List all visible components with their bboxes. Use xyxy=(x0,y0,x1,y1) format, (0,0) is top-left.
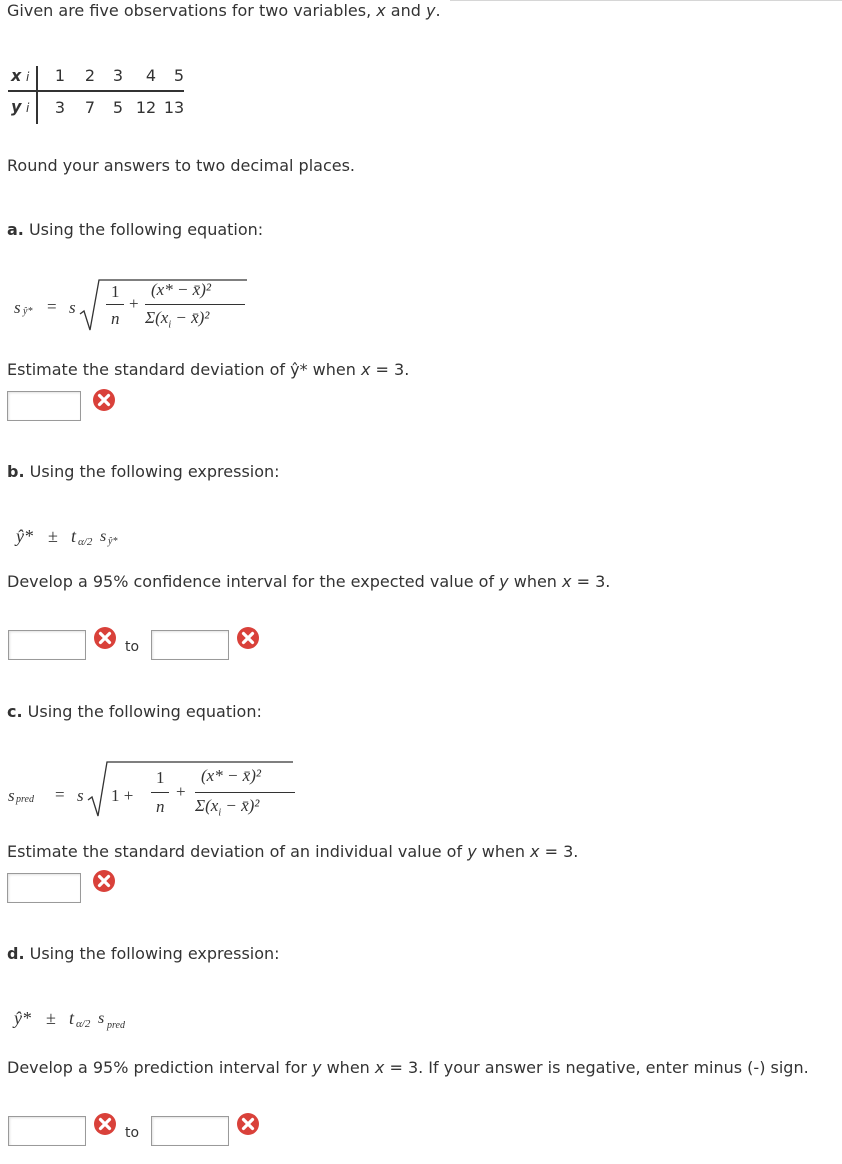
part-c-answer-input[interactable] xyxy=(7,873,81,903)
y-values-row xyxy=(42,98,188,120)
x-value-cell: 2 xyxy=(84,66,96,85)
denominator-a: $\Sigma(x_i$ − x̄)² xyxy=(145,308,210,331)
incorrect-icon xyxy=(92,869,116,893)
y-row-label: y i xyxy=(11,97,30,116)
part-b-question: Develop a 95% confidence interval for the expected value of y when x = 3. xyxy=(7,572,611,591)
data-table xyxy=(8,66,188,124)
part-b-heading: b. Using the following expression: xyxy=(7,462,280,481)
y-value-cell: 3 xyxy=(54,98,66,117)
frac-bar-c1 xyxy=(151,792,169,793)
x-value-cell: 4 xyxy=(145,66,157,85)
formula-c: s pred = s 1 + 1 n + (x* − x̄)² $\Sigma(x_i$ − x̄)² xyxy=(8,756,298,822)
frac-bar-c2 xyxy=(195,792,295,793)
denominator-c: $\Sigma(x_i$ − x̄)² xyxy=(195,796,260,819)
expression-b: ŷ* ± t α/2 s ŷ* xyxy=(16,526,118,548)
y-value-cell: 5 xyxy=(112,98,124,117)
top-divider xyxy=(450,0,842,1)
part-a-heading: a. Using the following equation: xyxy=(7,220,264,239)
formula-a: s ŷ* = s 1 n + (x* − x̄)² $\Sigma(x_i$ − x̄)² xyxy=(8,272,248,338)
expression-d: ŷ* ± t α/2 s pred xyxy=(14,1008,125,1031)
part-a-question: Estimate the standard deviation of ŷ* when x = 3. xyxy=(7,360,410,379)
frac-bar-a2 xyxy=(145,304,245,305)
to-label: to xyxy=(125,639,140,655)
instructions: Round your answers to two decimal places. xyxy=(7,156,355,175)
x-value-cell: 5 xyxy=(173,66,185,85)
y-value-cell: 12 xyxy=(135,98,157,117)
table-vertical-rule xyxy=(36,66,38,124)
incorrect-icon xyxy=(92,388,116,412)
x-value-cell: 1 xyxy=(54,66,66,85)
incorrect-icon xyxy=(236,1112,260,1136)
part-d-heading: d. Using the following expression: xyxy=(7,944,280,963)
intro-text: Given are five observations for two variables, x and y. xyxy=(7,1,441,20)
part-b-lower-input[interactable] xyxy=(8,630,86,660)
frac-bar-a1 xyxy=(106,304,124,305)
table-horizontal-rule xyxy=(8,90,184,92)
x-value-cell: 3 xyxy=(112,66,124,85)
part-d-lower-input[interactable] xyxy=(8,1116,86,1146)
part-b-upper-input[interactable] xyxy=(151,630,229,660)
part-d-upper-input[interactable] xyxy=(151,1116,229,1146)
x-row-label: x i xyxy=(11,66,30,85)
part-d-question: Develop a 95% prediction interval for y when x = 3. If your answer is negative, enter minus (-) sign. xyxy=(7,1058,809,1077)
part-a-answer-input[interactable] xyxy=(7,391,81,421)
x-values-row xyxy=(42,66,188,88)
part-c-heading: c. Using the following equation: xyxy=(7,702,262,721)
incorrect-icon xyxy=(93,1112,117,1136)
incorrect-icon xyxy=(236,626,260,650)
y-value-cell: 7 xyxy=(84,98,96,117)
y-value-cell: 13 xyxy=(163,98,185,117)
to-label: to xyxy=(125,1125,140,1141)
part-c-question: Estimate the standard deviation of an individual value of y when x = 3. xyxy=(7,842,579,861)
incorrect-icon xyxy=(93,626,117,650)
